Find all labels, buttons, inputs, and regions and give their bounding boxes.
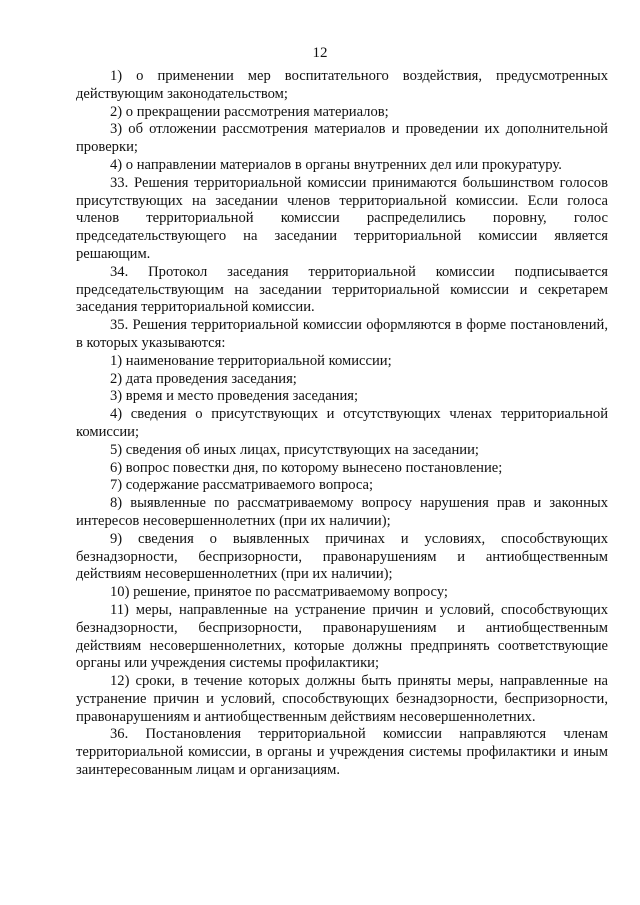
list-item-termination: 2) о прекращении рассмотрения материалов;	[110, 103, 389, 120]
list-item-agenda-question: 6) вопрос повестки дня, по которому вынесено постановление;	[110, 459, 503, 476]
clause-34: 34. Протокол заседания территориальной комиссии подписывается председательствующим на заседании территориальной комиссии и секретарем заседания территориальной комиссии.	[76, 263, 608, 316]
document-body	[76, 68, 608, 780]
list-item-violations: 8) выявленные по рассматриваемому вопросу нарушения прав и законных интересов несовершеннолетних (при их наличии);	[76, 495, 608, 529]
list-item-measures: 11) меры, направленные на устранение причин и условий, способствующих безнадзорности, беспризорности, правонарушениям и антиобщественным действиям несовершеннолетних, которые должны предпринять соответствующие органы или учреждения системы профилактики;	[76, 601, 608, 672]
list-item-postponement: 3) об отложении рассмотрения материалов и проведении их дополнительной проверки;	[76, 121, 608, 156]
list-item-deadlines: 12) сроки, в течение которых должны быть приняты меры, направленные на устранение причин и условий, способствующих безнадзорности, беспризорности, правонарушениям и антиобщественным действиям несовершеннолетних.	[76, 673, 608, 725]
list-item-measures-educational: 1) о применении мер воспитательного воздействия, предусмотренных действующим законодательством;	[76, 68, 608, 102]
list-item-referral: 4) о направлении материалов в органы внутренних дел или прокуратуру.	[110, 156, 562, 173]
list-item-decision: 10) решение, принятое по рассматриваемому вопросу;	[110, 584, 448, 601]
list-item-causes: 9) сведения о выявленных причинах и условиях, способствующих безнадзорности, беспризорности, правонарушениям и антиобщественным действиям несовершеннолетних (при их наличии);	[76, 530, 608, 583]
list-item-commission-name: 1) наименование территориальной комиссии;	[110, 352, 392, 369]
page-number: 12	[312, 45, 328, 61]
list-item-question-content: 7) содержание рассматриваемого вопроса;	[110, 477, 374, 494]
clause-36: 36. Постановления территориальной комиссии направляются членам территориальной комиссии, в органы и учреждения системы профилактики и иным заинтересованным лицам и организациям.	[76, 726, 608, 779]
list-item-attendance: 4) сведения о присутствующих и отсутствующих членах территориальной комиссии;	[76, 406, 608, 440]
clause-35: 35. Решения территориальной комиссии оформляются в форме постановлений, в которых указываются:	[76, 317, 608, 351]
list-item-other-persons: 5) сведения об иных лицах, присутствующих на заседании;	[110, 441, 479, 458]
list-item-time-place: 3) время и место проведения заседания;	[110, 388, 359, 405]
list-item-meeting-date: 2) дата проведения заседания;	[110, 370, 297, 387]
clause-33: 33. Решения территориальной комиссии принимаются большинством голосов присутствующих на заседании членов территориальной комиссии. Если голоса членов территориальной комиссии распределились поровну, голос председательствующего на заседании территориальной комиссии является решающим.	[76, 174, 608, 262]
